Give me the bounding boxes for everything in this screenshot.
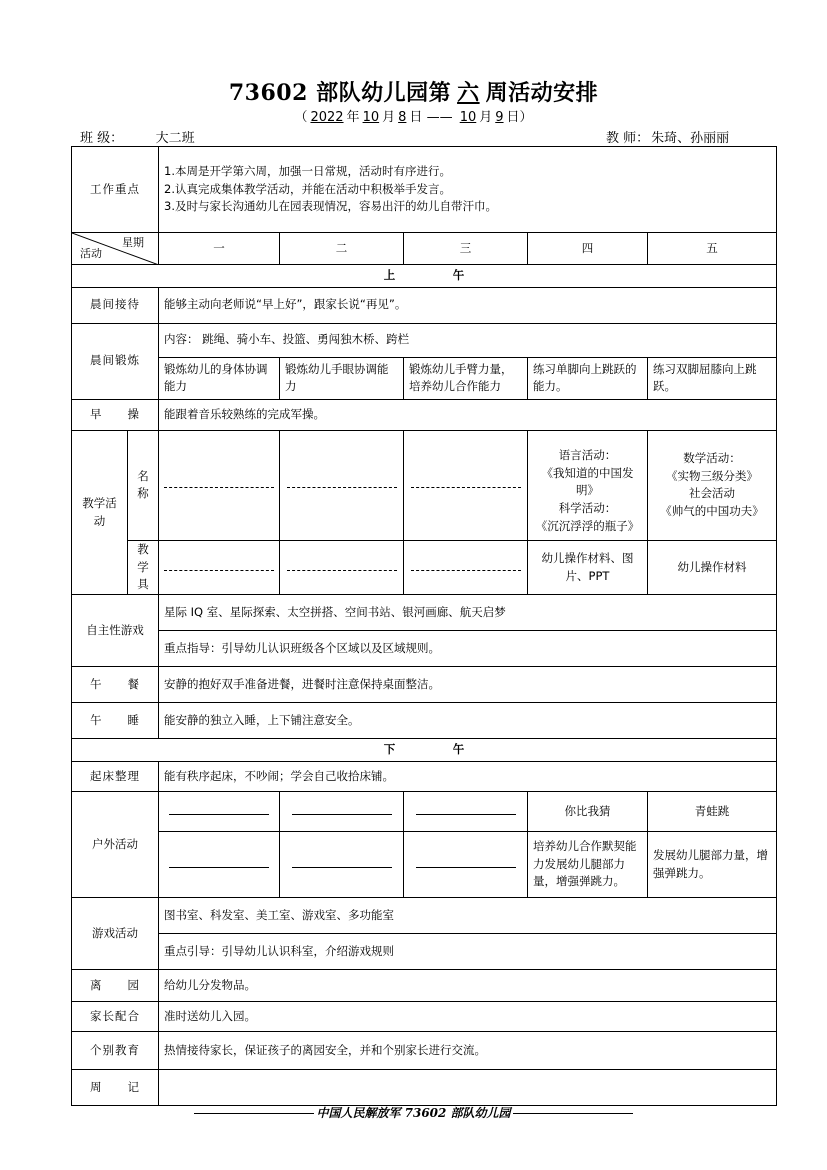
footer: 中国人民解放军 73602 部队幼儿园: [0, 1104, 827, 1121]
exercise-row: 早 操 能跟着音乐较熟练的完成军操。: [72, 399, 777, 430]
focus-row: [72, 147, 777, 233]
free-play-row: 自主性游戏 星际 IQ 室、星际探索、太空拼搭、空间书站、银河画廊、航天启梦: [72, 595, 777, 631]
focus-content: 1.本周是开学第六周，加强一日常规，活动时有序进行。 2.认真完成集体教学活动，并能在活动中积极举手发言。 3.及时与家长沟通幼儿在园表现情况，容易出汗的幼儿自带汗巾。: [159, 147, 777, 233]
teaching-name-label: 名称: [128, 430, 159, 540]
wake-row: 起床整理 能有秩序起床，不吵闹；学会自己收拾床铺。: [72, 762, 777, 792]
leave-row: 离 园 给幼儿分发物品。: [72, 970, 777, 1002]
header-row: [72, 233, 777, 265]
teaching-tools-row: 教学具 幼儿操作材料、图片、PPT 幼儿操作材料: [72, 540, 777, 594]
page-title: 73602 部队幼儿园第 六 周活动安排: [228, 80, 599, 106]
empty-mark: [164, 570, 274, 571]
empty-line: [416, 867, 516, 868]
parents-row: 家长配合 准时送幼儿入园。: [72, 1002, 777, 1032]
day-mon: 一: [159, 233, 280, 265]
focus-label: 工作重点: [72, 147, 159, 233]
morning-exercise-goals: 锻炼幼儿的身体协调能力 锻炼幼儿手眼协调能力 锻炼幼儿手臂力量，培养幼儿合作能力 练习单脚向上跳跃的能力。 练习双脚屈膝向上跳跃。: [72, 357, 777, 399]
empty-mark: [411, 487, 521, 488]
outdoor-row: 户外活动 你比我猜 青蛙跳: [72, 792, 777, 832]
fri-teaching: 数学活动： 《实物三级分类》 社会活动 《帅气的中国功夫》: [648, 430, 777, 540]
diagonal-header: 星期 活动: [72, 233, 159, 265]
empty-mark: [287, 570, 397, 571]
games-row: 游戏活动 图书室、科发室、美工室、游戏室、多功能室: [72, 898, 777, 934]
date-range: （ 2022 年 10 月 8 日 —— 10 月 9 日）: [294, 110, 533, 125]
individual-row: 个别教育 热情接待家长，保证孩子的离园安全，并和个别家长进行交流。: [72, 1032, 777, 1070]
teaching-name-row: [72, 430, 777, 540]
empty-line: [292, 814, 392, 815]
empty-line: [169, 814, 269, 815]
empty-line: [169, 867, 269, 868]
schedule-table: 工作重点 1.本周是开学第六周，加强一日常规，活动时有序进行。 2.认真完成集体教学活动，并能在活动中积极举手发言。 3.及时与家长沟通幼儿在园表现情况，容易出汗的幼儿自带汗巾。 星期 活动 一 二 三 四 五 上 午 晨间接待 能够主动向老师说“早上好”，跟家长说“再见”。 晨间锻炼 内容： 跳绳、骑小车、投篮、勇闯独木桥、跨栏 锻炼幼儿的身体协调能力 锻炼幼儿手眼协调能力 锻炼幼儿手臂力量，培养幼儿合作能力 练习单脚向上跳跃的能力。 练习双脚屈膝向上跳跃。 早 操 能跟着音乐较熟练的完成军操。 教学活动 名称 语言活动： 《我知道的中国发明》 科学活动： 《沉沉浮浮的瓶子》 数学活动： 《实物三级分类》 社会活动 《帅气的中国功夫》 教学具 幼儿操作材料、图片、PPT 幼儿操作材料 自主性游戏 星际 IQ 室、星际探索、太空拼搭、空间书站、银河画廊、航天启梦 重点指导：引导幼儿认识班级各个区域以及区域规则。 午 餐 安静的抱好双手准备进餐，进餐时注意保持桌面整洁。 午 睡 能安静的独立入睡，上下铺注意安全。 下 午 起床整理 能有秩序起床，不吵闹；学会自己收拾床铺。 户外活动 你比我猜 青蛙跳 培养幼儿合作默契能力发展幼儿腿部力量，增强弹跳力。 发展幼儿腿部力量，增强弹跳力。 游戏活动 图书室、科发室、美工室、游戏室、多功能室 重点引导：引导幼儿认识科室，介绍游戏规则 离 园 给幼儿分发物品。 家长配合 准时送幼儿入园。 个别教育 热情接待家长，保证孩子的离园安全，并和个别家长进行交流。 周 记: [71, 146, 777, 1106]
morning-exercise-row: 晨间锻炼 内容： 跳绳、骑小车、投篮、勇闯独木桥、跨栏: [72, 323, 777, 357]
teacher-names: 朱琦、孙丽丽: [649, 127, 763, 147]
day-tue: 二: [280, 233, 404, 265]
day-thu: 四: [528, 233, 648, 265]
class-info: 班 级： 大二班: [80, 127, 227, 147]
empty-mark: [164, 487, 274, 488]
morning-reception-row: 晨间接待 能够主动向老师说“早上好”，跟家长说“再见”。: [72, 287, 777, 323]
class-name: 大二班: [123, 127, 227, 147]
thu-teaching: 语言活动： 《我知道的中国发明》 科学活动： 《沉沉浮浮的瓶子》: [528, 430, 648, 540]
week-number: 六: [457, 80, 480, 106]
lunch-row: 午 餐 安静的抱好双手准备进餐，进餐时注意保持桌面整洁。: [72, 667, 777, 703]
teacher-info: 教 师： 朱琦、孙丽丽: [606, 127, 763, 147]
pm-divider: 下 午: [72, 739, 777, 762]
day-fri: 五: [648, 233, 777, 265]
teaching-label: 教学活动: [72, 430, 128, 594]
teaching-tools-label: 教学具: [128, 540, 159, 594]
nap-row: 午 睡 能安静的独立入睡，上下铺注意安全。: [72, 703, 777, 739]
empty-line: [292, 867, 392, 868]
empty-mark: [411, 570, 521, 571]
day-wed: 三: [404, 233, 528, 265]
empty-line: [416, 814, 516, 815]
notes-row: 周 记: [72, 1070, 777, 1106]
am-divider: 上 午: [72, 265, 777, 288]
empty-mark: [287, 487, 397, 488]
